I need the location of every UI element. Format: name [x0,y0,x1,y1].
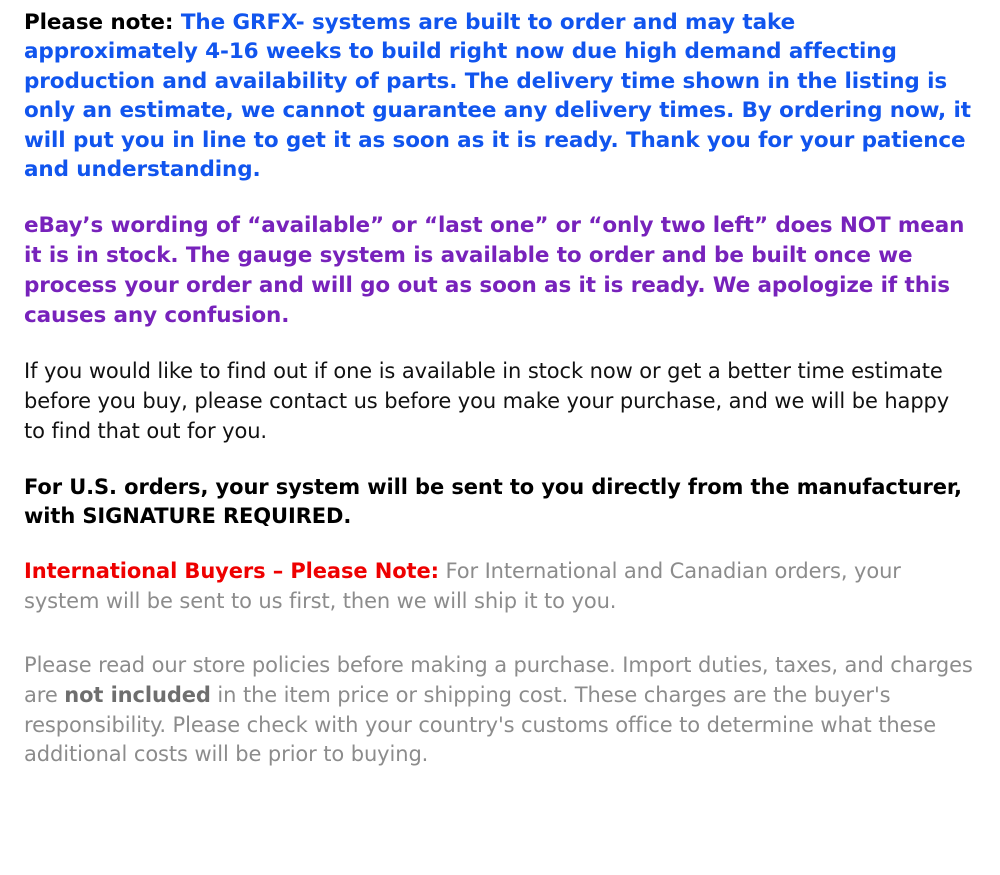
stock-availability-notice: eBay’s wording of “available” or “last one” or “only two left” does NOT mean it is in stock. The gauge system is available to order and be built once we process your order and will go out as soon as it is ready. We apologize if this causes any confusion. [24,212,965,328]
build-time-notice [24,8,976,185]
international-buyers-text: For International and Canadian orders, your system will be sent to us first, then we will ship it to you. [24,559,901,614]
store-policy-notice [24,651,976,770]
contact-before-purchase-notice: If you would like to find out if one is available in stock now or get a better time estimate before you buy, please contact us before you make your purchase, and we will be happy to find that out for you. [24,359,950,443]
international-buyers-notice [24,557,976,617]
build-time-notice-text: The GRFX- systems are built to order and may take approximately 4-16 weeks to build right now due high demand affecting production and availability of parts. The delivery time shown in the listing is only an estimate, we cannot guarantee any delivery times. By ordering now, it will put you in line to get it as soon as it is ready. Thank you for your patience and understanding. [24,10,971,183]
please-note-label: Please note: [24,10,174,35]
international-buyers-label: International Buyers – Please Note: [24,559,439,584]
store-policy-text-part1: Please read our store policies before making a purchase. Import duties, taxes, and charges are [24,652,973,707]
store-policy-text-part2: in the item price or shipping cost. These charges are the buyer's responsibility. Please check with your country's customs office to determine what these additional costs will be prior to buying. [24,682,937,767]
us-orders-notice: For U.S. orders, your system will be sent to you directly from the manufacturer, with SIGNATURE REQUIRED. [24,474,962,528]
store-policy-emphasis: not included [64,682,211,707]
